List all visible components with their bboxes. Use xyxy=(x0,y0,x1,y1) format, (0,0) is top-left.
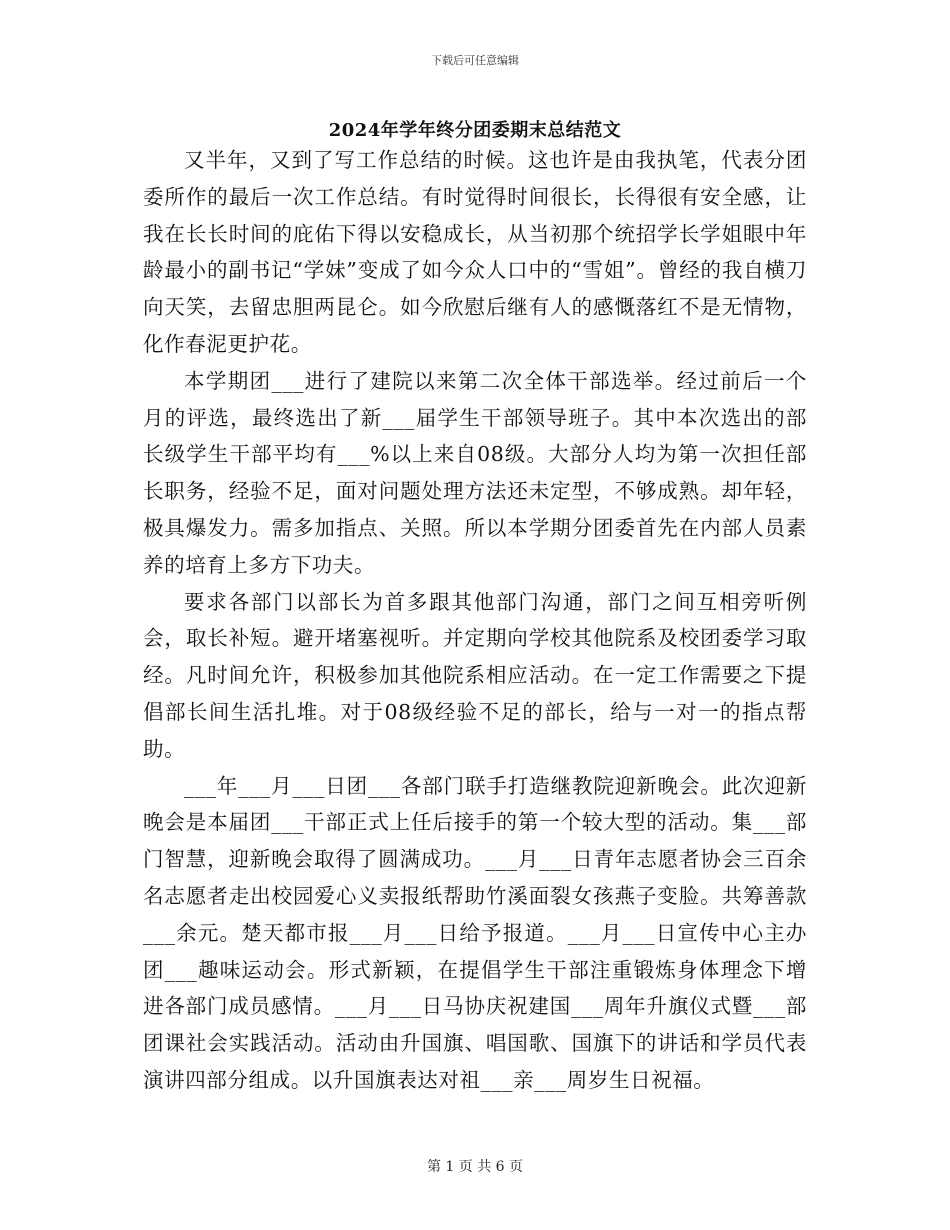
document-body xyxy=(143,142,807,1099)
paragraph: 又半年，又到了写工作总结的时候。这也许是由我执笔，代表分团委所作的最后一次工作总结。有时觉得时间很长，长得很有安全感，让我在长长时间的庇佑下得以安稳成长，从当初那个统招学长学姐眼中年龄最小的副书记“学妹”变成了如今众人口中的“雪姐”。曾经的我自横刀向天笑，去留忠胆两昆仑。如今欣慰后继有人的感慨落红不是无情物，化作春泥更护花。 xyxy=(143,148,807,356)
paragraph: ___年___月___日团___各部门联手打造继教院迎新晚会。此次迎新晚会是本届团___干部正式上任后接手的第一个较大型的活动。集___部门智慧，迎新晚会取得了圆满成功。___月___日青年志愿者协会三百余名志愿者走出校园爱心义卖报纸帮助竹溪面裂女孩燕子变脸。共筹善款___余元。楚天都市报___月___日给予报道。___月___日宣传中心主办团___趣味运动会。形式新颖，在提倡学生干部注重锻炼身体理念下增进各部门成员感情。___月___日马协庆祝建国___周年升旗仪式暨___部团课社会实践活动。活动由升国旗、唱国歌、国旗下的讲话和学员代表演讲四部分组成。以升国旗表达对祖___亲___周岁生日祝福。 xyxy=(143,773,807,1092)
page-number-footer: 第 1 页 共 6 页 xyxy=(426,1159,524,1175)
paragraph: 要求各部门以部长为首多跟其他部门沟通，部门之间互相旁听例会，取长补短。避开堵塞视听。并定期向学校其他院系及校团委学习取经。凡时间允许，积极参加其他院系相应活动。在一定工作需要之下提倡部长间生活扎堆。对于08级经验不足的部长，给与一对一的指点帮助。 xyxy=(143,589,807,761)
header-note: 下载后可任意编辑 xyxy=(431,54,519,67)
paragraph: 本学期团___进行了建院以来第二次全体干部选举。经过前后一个月的评选，最终选出了新___届学生干部领导班子。其中本次选出的部长级学生干部平均有___%以上来自08级。大部分人均为第一次担任部长职务，经验不足，面对问题处理方法还未定型，不够成熟。却年轻，极具爆发力。需多加指点、关照。所以本学期分团委首先在内部人员素养的培育上多方下功夫。 xyxy=(143,368,807,577)
document-title: 2024年学年终分团委期末总结范文 xyxy=(328,120,622,141)
